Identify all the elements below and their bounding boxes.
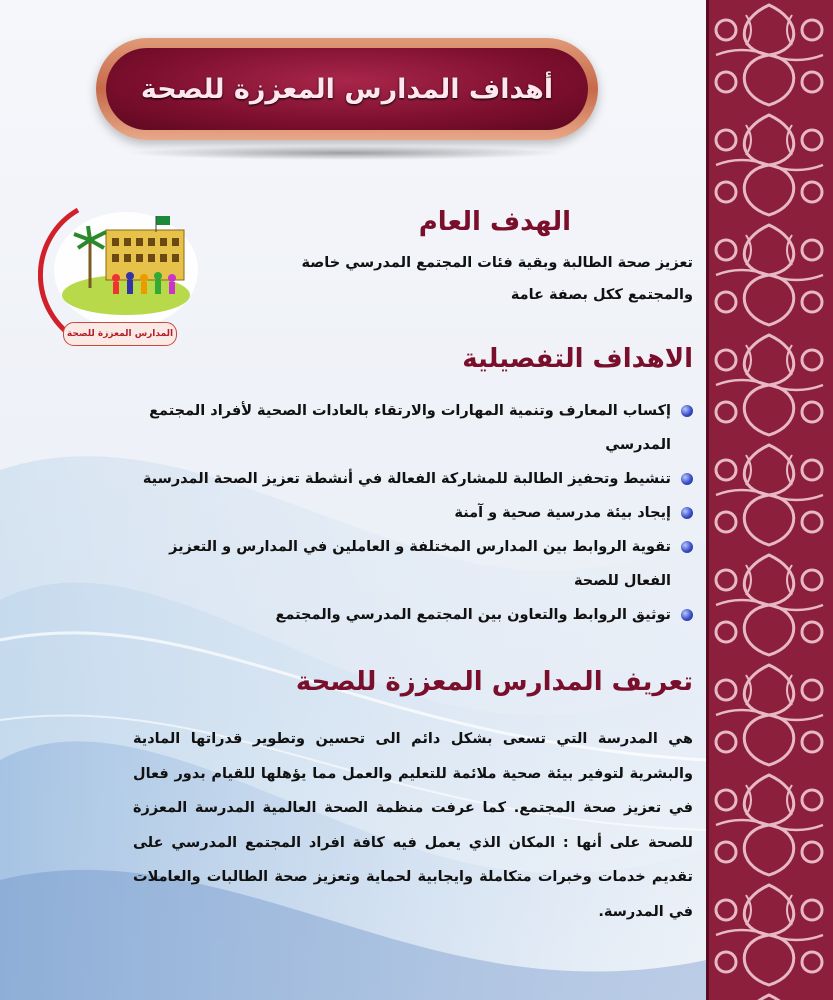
general-goal-line-2: والمجتمع ككل بصفة عامة	[510, 287, 693, 303]
banner-shadow	[125, 146, 565, 160]
title-banner	[96, 38, 598, 140]
list-item: توثيق الروابط والتعاون بين المجتمع المدرسي والمجتمع	[133, 598, 693, 632]
definition-heading: تعريف المدارس المعززة للصحة	[295, 667, 693, 697]
general-goal-heading: الهدف العام	[418, 207, 571, 237]
list-item: إيجاد بيئة مدرسية صحية و آمنة	[133, 496, 693, 530]
list-item: تنشيط وتحفيز الطالبة للمشاركة الفعالة في أنشطة تعزيز الصحة المدرسية	[133, 462, 693, 496]
logo-caption: المدارس المعززة للصحة	[63, 322, 177, 346]
bullet-icon	[681, 405, 693, 417]
bullet-icon	[681, 609, 693, 621]
detailed-goals-list	[133, 394, 693, 632]
bullet-icon	[681, 473, 693, 485]
definition-paragraph: هي المدرسة التي تسعى بشكل دائم الى تحسين وتطوير قدراتها المادية والبشرية لتوفير بيئة صحية ملائمة للتعليم والعمل مما يؤهلها للقيام بدور فعال في تعزيز صحة المجتمع. كما عرفت منظمة الصحة العالمية المدرسة المعززة للصحة على أنها : المكان الذي يعمل فيه كافة افراد المجتمع المدرسي على تقديم خدمات وخبرات متكاملة وايجابية لحماية وتعزيز صحة الطالبات والعاملات في المدرسة.	[133, 731, 693, 920]
ornamental-border	[706, 0, 833, 1000]
bullet-icon	[681, 507, 693, 519]
detailed-goals-heading: الاهداف التفصيلية	[462, 344, 693, 374]
list-item: إكساب المعارف وتنمية المهارات والارتقاء بالعادات الصحية لأفراد المجتمع المدرسي	[133, 394, 693, 462]
bullet-icon	[681, 541, 693, 553]
title-banner-inner	[106, 48, 588, 130]
page-title: أهداف المدارس المعززة للصحة	[140, 73, 554, 105]
general-goal-line-1: تعزيز صحة الطالبة وبقية فئات المجتمع المدرسي خاصة	[301, 255, 693, 271]
list-item: تقوية الروابط بين المدارس المختلفة و العاملين في المدارس و التعزيز الفعال للصحة	[133, 530, 693, 598]
